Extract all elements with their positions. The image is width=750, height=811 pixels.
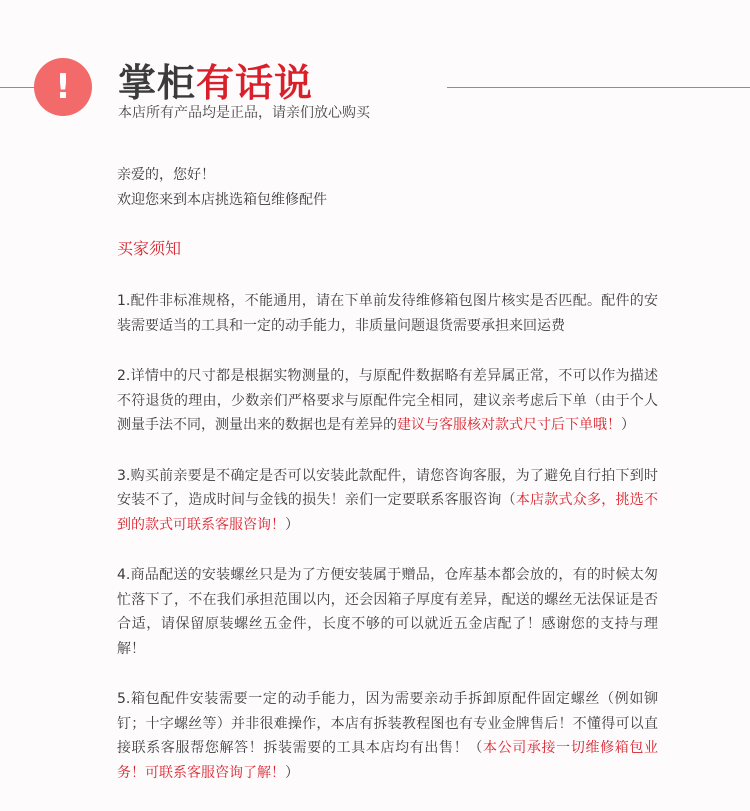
rule-text: 1.配件非标准规格，不能通用，请在下单前发待维修箱包图片核实是否匹配。配件的安装需要适当的工具和一定的动手能力，非质量问题退货需要承担来回运费 [117, 293, 658, 334]
rule-item-3 [117, 464, 658, 538]
greeting-line-2: 欢迎您来到本店挑选箱包维修配件 [117, 192, 327, 208]
rule-tail: ） [285, 764, 299, 781]
rule-tail: ） [285, 516, 299, 533]
rule-item-5 [117, 687, 658, 785]
title-dark: 掌柜 [118, 61, 197, 105]
rule-text: 4.商品配送的安装螺丝只是为了方便安装属于赠品，仓库基本都会放的，有的时候太匆忙落下了，不在我们承担范围以内，还会因箱子厚度有差异，配送的螺丝无法保证是否合适，请保留原装螺丝五金件，长度不够的可以就近五金店配了！感谢您的支持与理解！ [117, 567, 658, 657]
rule-tail: ） [621, 417, 635, 433]
rule-highlight: 本店款式众多，挑选不到的款式可联系客服咨询！ [117, 492, 659, 533]
rule-item-1 [117, 289, 658, 338]
page-title [118, 52, 313, 107]
exclamation-icon [34, 58, 92, 116]
page-subtitle: 本店所有产品均是正品，请亲们放心购买 [118, 105, 370, 121]
header-divider-right [447, 87, 750, 88]
section-title: 买家须知 [117, 239, 182, 258]
exclamation-glyph: ! [55, 67, 71, 107]
greeting [117, 163, 327, 213]
greeting-line-1: 亲爱的，您好！ [117, 167, 215, 183]
rule-highlight: 本公司承接一切维修箱包业务！可联系客服咨询了解！ [117, 740, 659, 781]
rule-text: 5.箱包配件安装需要一定的动手能力，因为需要亲动手拆卸原配件固定螺丝（例如铆钉；十字螺丝等）并非很难操作，本店有拆装教程图也有专业金牌售后！不懂得可以直接联系客服帮您解答！拆装需要的工具本店均有出售！（ [117, 691, 658, 756]
rule-text: 3.购买前亲要是不确定是否可以安装此款配件，请您咨询客服，为了避免自行拍下到时安装不了，造成时间与金钱的损失！亲们一定要联系客服咨询（ [117, 467, 658, 508]
rule-item-2 [117, 364, 658, 438]
rules-list [117, 289, 658, 811]
rule-text: 2.详情中的尺寸都是根据实物测量的，与原配件数据略有差异属正常，不可以作为描述不符退货的理由，少数亲们严格要求与原配件完全相同，建议亲考虑后下单（由于个人测量手法不同，测量出来的数据也是有差异的 [117, 368, 658, 433]
rule-highlight: 建议与客服核对款式尺寸后下单哦！ [397, 417, 621, 433]
rule-item-4 [117, 563, 658, 661]
title-red: 有话说 [196, 61, 314, 105]
